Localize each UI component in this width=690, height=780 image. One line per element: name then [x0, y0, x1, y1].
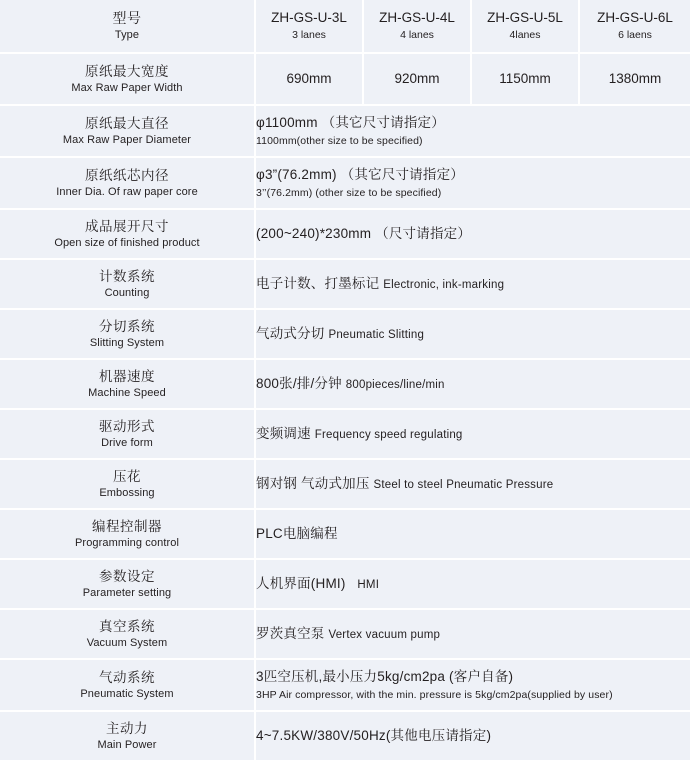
row-value: 690mm	[286, 70, 332, 86]
row-value-main: 变频调速	[256, 425, 311, 441]
row-span-cell	[256, 156, 690, 208]
row-span-cell	[256, 658, 690, 710]
row-label-cn: 编程控制器	[92, 518, 162, 534]
row-value-main-en: Vertex vacuum pump	[328, 628, 441, 641]
row-label-en: Open size of finished product	[54, 237, 200, 250]
row-label-en: Vacuum System	[86, 637, 168, 650]
row-label-en: Main Power	[97, 739, 157, 752]
table-row	[0, 408, 690, 458]
row-value-main: 罗茨真空泵	[256, 625, 325, 641]
row-label-en: Pneumatic System	[80, 688, 174, 701]
row-span-cell	[256, 104, 690, 156]
row-label-cell	[0, 358, 256, 408]
row-value-main-en: Pneumatic Slitting	[328, 328, 425, 341]
row-value-main-en: 800pieces/line/min	[345, 378, 445, 391]
row-label-en: Slitting System	[89, 337, 165, 350]
table-row	[0, 558, 690, 608]
row-label-en: Parameter setting	[82, 587, 172, 600]
row-label-cell	[0, 710, 256, 760]
row-span-cell	[256, 358, 690, 408]
header-label-en: Type	[114, 29, 140, 42]
row-span-cell	[256, 710, 690, 760]
row-value-main-en: Steel to steel Pneumatic Pressure	[373, 478, 554, 491]
table-row	[0, 52, 690, 104]
row-label-cn: 成品展开尺寸	[85, 218, 169, 234]
table-row	[0, 358, 690, 408]
row-label-cell	[0, 104, 256, 156]
row-value-main: 800张/排/分钟	[256, 375, 342, 391]
table-row	[0, 608, 690, 658]
row-value-main: 4~7.5KW/380V/50Hz(其他电压请指定)	[256, 727, 492, 743]
table-row	[0, 508, 690, 558]
row-value: 1380mm	[608, 70, 662, 86]
row-value-cell	[580, 52, 690, 104]
row-value-cell	[472, 52, 580, 104]
row-label-cell	[0, 258, 256, 308]
row-label-cell	[0, 658, 256, 710]
row-label-en: Embossing	[99, 487, 155, 500]
row-label-cell	[0, 52, 256, 104]
row-label-cn: 气动系统	[99, 669, 155, 685]
row-label-cn: 计数系统	[99, 268, 155, 284]
table-header-row	[0, 0, 690, 52]
row-label-cn: 原纸最大直径	[85, 115, 169, 131]
row-label-cn: 压花	[113, 468, 141, 484]
row-value-main: 人机界面(HMI)	[256, 575, 346, 591]
row-value-main-en: Electronic, ink-marking	[383, 278, 505, 291]
row-value-main: 钢对钢 气动式加压	[256, 475, 370, 491]
table-row	[0, 208, 690, 258]
row-value-main: 3匹空压机,最小压力5kg/cm2pa (客户自备)	[256, 668, 514, 684]
header-model-2	[364, 0, 472, 52]
row-value-main: φ1100mm （其它尺寸请指定）	[256, 114, 445, 130]
row-span-cell	[256, 508, 690, 558]
row-span-cell	[256, 308, 690, 358]
table-row	[0, 104, 690, 156]
table-row	[0, 658, 690, 710]
row-label-cell	[0, 508, 256, 558]
row-value-main: PLC电脑编程	[256, 525, 338, 541]
row-value-main: 电子计数、打墨标记	[256, 275, 380, 291]
row-value-main: 气动式分切	[256, 325, 325, 341]
row-span-cell	[256, 258, 690, 308]
row-value: 1150mm	[499, 70, 551, 86]
row-span-cell	[256, 558, 690, 608]
header-model-3	[472, 0, 580, 52]
table-row	[0, 258, 690, 308]
row-label-en: Machine Speed	[88, 387, 166, 400]
row-label-cn: 原纸最大宽度	[85, 63, 169, 79]
row-span-cell	[256, 608, 690, 658]
model-code: ZH-GS-U-5L	[487, 10, 563, 25]
row-label-en: Inner Dia. Of raw paper core	[56, 186, 198, 199]
row-label-cell	[0, 208, 256, 258]
model-lanes: 6 laens	[618, 29, 652, 42]
header-label-cn: 型号	[112, 10, 142, 27]
row-span-cell	[256, 408, 690, 458]
row-label-cell	[0, 408, 256, 458]
row-label-cn: 驱动形式	[99, 418, 155, 434]
model-code: ZH-GS-U-3L	[271, 10, 347, 25]
row-label-en: Counting	[104, 287, 150, 300]
row-value: 920mm	[394, 70, 440, 86]
row-label-en: Drive form	[101, 437, 153, 450]
header-label-cell	[0, 0, 256, 52]
row-value-main: φ3”(76.2mm) （其它尺寸请指定）	[256, 166, 464, 182]
row-label-en: Programming control	[75, 537, 179, 550]
table-row	[0, 458, 690, 508]
row-label-en: Max Raw Paper Diameter	[62, 134, 192, 147]
model-code: ZH-GS-U-4L	[379, 10, 455, 25]
row-label-cn: 分切系统	[99, 318, 155, 334]
row-value-sub: 1100mm(other size to be specified)	[256, 134, 423, 147]
row-label-cn: 真空系统	[99, 618, 155, 634]
row-span-cell	[256, 458, 690, 508]
model-lanes: 4lanes	[509, 29, 541, 42]
row-value-cell	[256, 52, 364, 104]
row-label-cell	[0, 608, 256, 658]
header-model-4	[580, 0, 690, 52]
model-code: ZH-GS-U-6L	[597, 10, 673, 25]
header-model-1	[256, 0, 364, 52]
row-span-cell	[256, 208, 690, 258]
row-label-cell	[0, 558, 256, 608]
row-value-main-en: Frequency speed regulating	[314, 428, 463, 441]
row-value-sub: 3HP Air compressor, with the min. pressure is 5kg/cm2pa(supplied by user)	[256, 688, 613, 701]
row-label-cn: 参数设定	[99, 568, 155, 584]
table-row	[0, 710, 690, 760]
row-value-cell	[364, 52, 472, 104]
row-label-cell	[0, 458, 256, 508]
row-value-main-en: HMI	[357, 578, 380, 591]
model-lanes: 3 lanes	[292, 29, 326, 42]
row-value-sub: 3’’(76.2mm) (other size to be specified)	[256, 186, 442, 199]
row-label-cell	[0, 156, 256, 208]
row-label-cn: 主动力	[106, 720, 148, 736]
row-label-cn: 原纸纸芯内径	[85, 167, 169, 183]
row-label-cn: 机器速度	[99, 368, 155, 384]
row-value-main: (200~240)*230mm （尺寸请指定）	[256, 225, 472, 241]
model-lanes: 4 lanes	[400, 29, 434, 42]
table-row	[0, 308, 690, 358]
row-label-en: Max Raw Paper Width	[71, 82, 183, 95]
row-label-cell	[0, 308, 256, 358]
table-row	[0, 156, 690, 208]
